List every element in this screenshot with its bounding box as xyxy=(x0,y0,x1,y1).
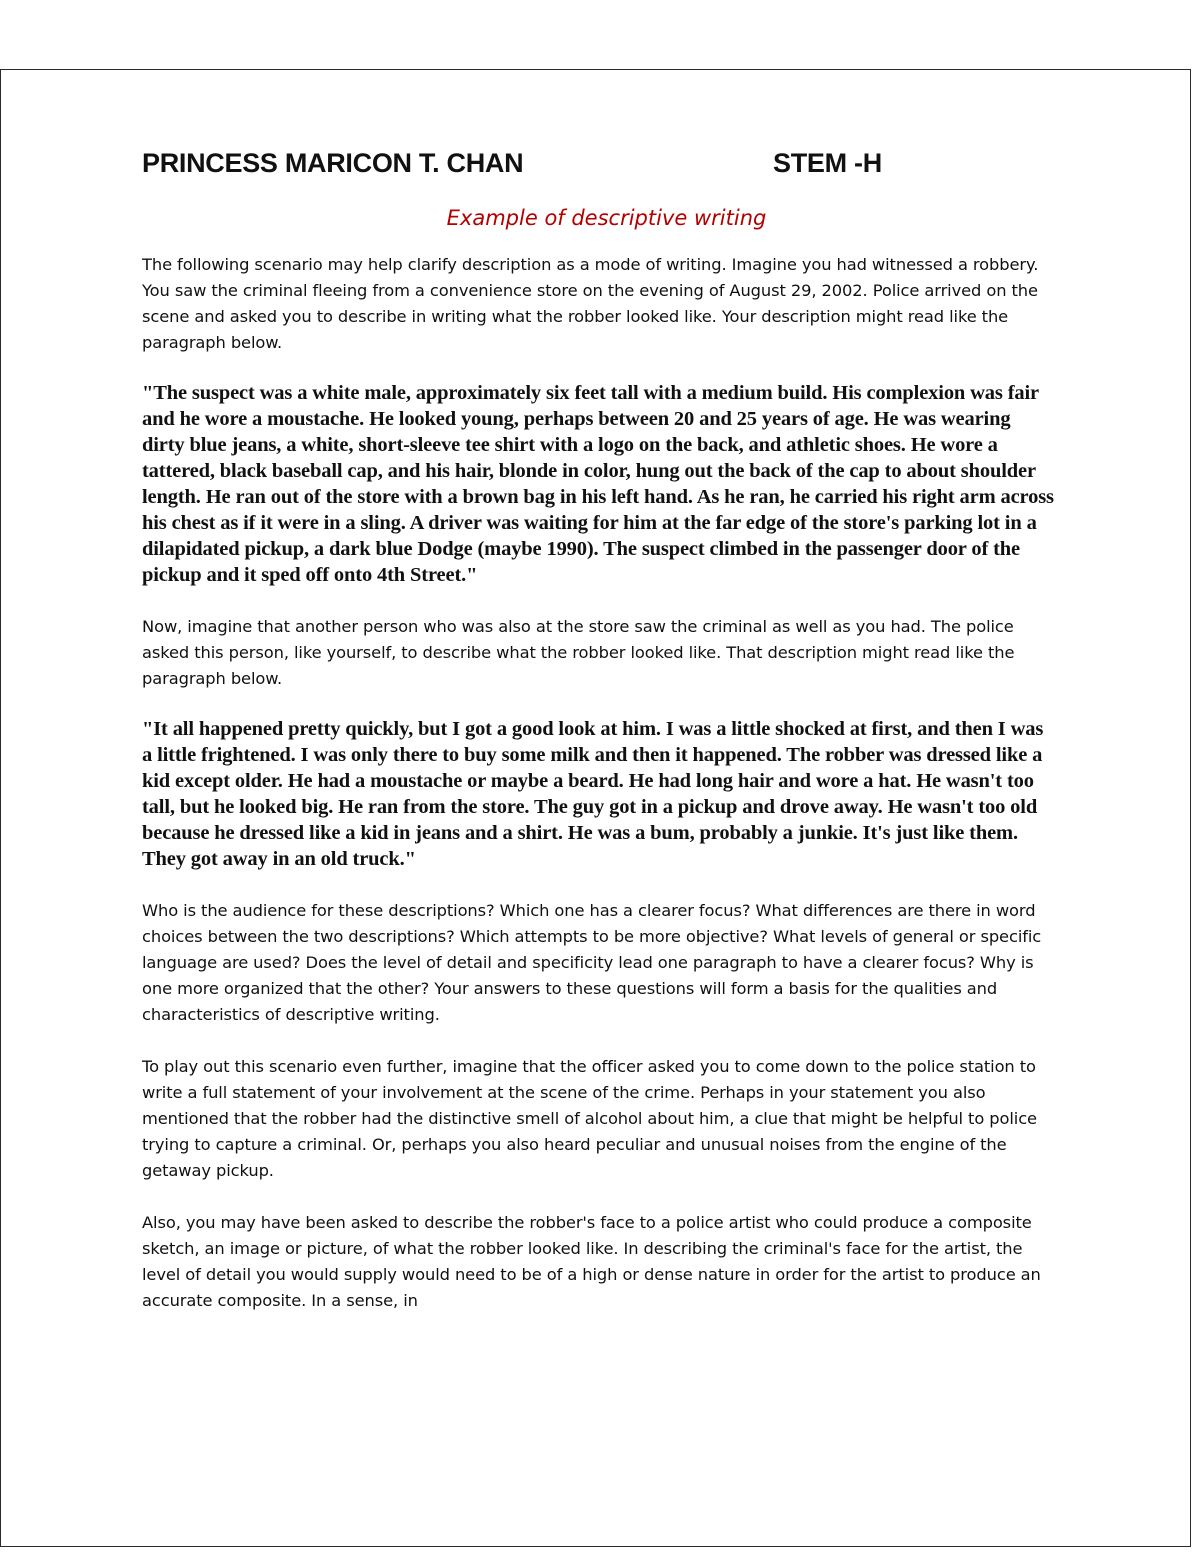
paragraph-questions: Who is the audience for these descriptions? Which one has a clearer focus? What differences are there in word choices between the two descriptions? Which attempts to be more objective? What levels of general or specific language are used? Does the level of detail and specificity lead one paragraph to have a clearer focus? Why is one more organized that the other? Your answers to these questions will form a basis for the qualities and characteristics of descriptive writing. xyxy=(142,901,1042,1024)
document-subtitle: Example of descriptive writing xyxy=(446,206,767,230)
paragraph-quote-objective: "The suspect was a white male, approximately six feet tall with a medium build. His complexion was fair and he wore a moustache. He looked young, perhaps between 20 and 25 years of age. He was wearing dirty blue jeans, a white, short-sleeve tee shirt with a logo on the back, and athletic shoes. He wore a tattered, black baseball cap, and his hair, blonde in color, hung out the back of the cap to about shoulder length. He ran out of the store with a brown bag in his left hand. As he ran, he carried his right arm across his chest as if it were in a sling. A driver was waiting for him at the far edge of the store's parking lot in a dilapidated pickup, a dark blue Dodge (maybe 1990). The suspect climbed in the passenger door of the pickup and it sped off onto 4th Street." xyxy=(142,382,1054,586)
student-section: STEM -H xyxy=(773,148,882,178)
paragraph-further-scenario: To play out this scenario even further, imagine that the officer asked you to come down to the police station to write a full statement of your involvement at the scene of the crime. Perhaps in your statement you also mentioned that the robber had the distinctive smell of alcohol about him, a clue that might be helpful to police trying to capture a criminal. Or, perhaps you also heard peculiar and unusual noises from the engine of the getaway pickup. xyxy=(142,1057,1037,1180)
paragraph-quote-subjective: "It all happened pretty quickly, but I got a good look at him. I was a little shocked at first, and then I was a little frightened. I was only there to buy some milk and then it happened. The robber was dressed like a kid except older. He had a moustache or maybe a beard. He had long hair and wore a hat. He wasn't too tall, but he looked big. He ran from the store. The guy got in a pickup and drove away. He wasn't too old because he dressed like a kid in jeans and a shirt. He was a bum, probably a junkie. It's just like them. They got away in an old truck." xyxy=(142,718,1044,870)
paragraph-another-witness: Now, imagine that another person who was also at the store saw the criminal as well as you had. The police asked this person, like yourself, to describe what the robber looked like. That description might read like the paragraph below. xyxy=(142,617,1015,688)
paragraph-composite-sketch: Also, you may have been asked to describe the robber's face to a police artist who could produce a composite sketch, an image or picture, of what the robber looked like. In describing the criminal's face for the artist, the level of detail you would supply would need to be of a high or dense nature in order for the artist to produce an accurate composite. In a sense, in xyxy=(142,1213,1041,1310)
paragraph-intro: The following scenario may help clarify description as a mode of writing. Imagine you had witnessed a robbery. You saw the criminal fleeing from a convenience store on the evening of August 29, 2002. Police arrived on the scene and asked you to describe in writing what the robber looked like. Your description might read like the paragraph below. xyxy=(142,255,1039,352)
header-row xyxy=(142,148,1057,184)
page-content xyxy=(142,148,1057,1314)
document-page xyxy=(0,69,1191,1547)
student-name: PRINCESS MARICON T. CHAN xyxy=(142,148,524,178)
